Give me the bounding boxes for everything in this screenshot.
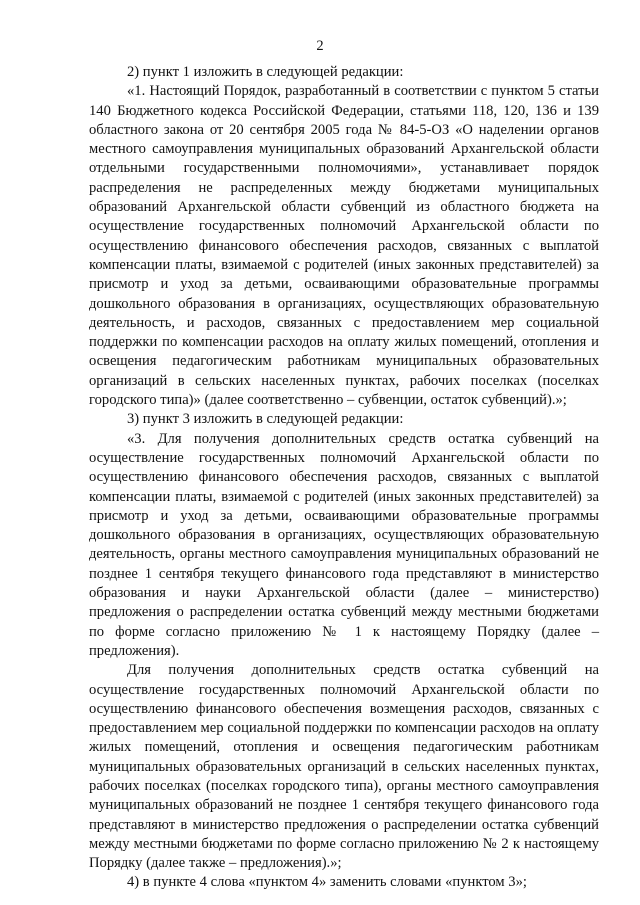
paragraph-clause-3-part-1: «3. Для получения дополнительных средств остатка субвенций на осуществление государственных полномочий Архангельской области по осуществлению финансового обеспечения расходов, связанных с выплатой компенсации платы, взимаемой с родителей (иных законных представителей) за присмотр и уход за детьми, осваивающими образовательные программы дошкольного образования в организациях, осуществляющих образовательную деятельность, органы местного самоуправления муниципальных образований не позднее 1 сентября текущего финансового года представляют в министерство образования и науки Архангельской области (далее – министерство) предложения о распределении остатка субвенций между местными бюджетами по форме согласно приложению № 1 к настоящему Порядку (далее – предложения). — [89, 430, 599, 659]
paragraph-item-4: 4) в пункте 4 слова «пунктом 4» заменить словами «пунктом 3»; — [127, 874, 527, 891]
paragraph-clause-3-part-2: Для получения дополнительных средств остатка субвенций на осуществление государственных полномочий Архангельской области по осуществлению финансового обеспечения возмещения расходов, связанных с предоставлением мер социальной поддержки по компенсации расходов на оплату жилых помещений, отопления и освещения педагогическим работникам муниципальных образовательных организаций в сельских населенных пунктах, рабочих поселках (поселках городского типа), органы местного самоуправления муниципальных образований не позднее 1 сентября текущего финансового года представляют в министерство предложения о распределении остатка субвенций между местными бюджетами по форме согласно приложению № 2 к настоящему Порядку (далее также – предложения).»; — [89, 662, 599, 872]
paragraph-clause-1-text: «1. Настоящий Порядок, разработанный в соответствии с пунктом 5 статьи 140 Бюджетного кодекса Российской Федерации, статьями 118, 120, 136 и 139 областного закона от 20 сентября 2005 года № 84-5-ОЗ «О наделении органов местного самоуправления муниципальных образований Архангельской области отдельными государственными полномочиями», устанавливает порядок распределения не распределенных между бюджетами муниципальных образований Архангельской области субвенций из областного бюджета на осуществление государственных полномочий Архангельской области по осуществлению финансового обеспечения расходов, связанных с выплатой компенсации платы, взимаемой с родителей (иных законных представителей) за присмотр и уход за детьми, осваивающими образовательные программы дошкольного образования в организациях, осуществляющих образовательную деятельность, и расходов, связанных с предоставлением мер социальной поддержки по компенсации расходов на оплату жилых помещений, отопления и освещения педагогическим работникам муниципальных образовательных организаций в сельских населенных пунктах, рабочих поселках (поселках городского типа)» (далее соответственно – субвенции, остаток субвенций).»; — [89, 83, 599, 409]
paragraph-item-3: 3) пункт 3 изложить в следующей редакции: — [127, 411, 404, 428]
page-number: 2 — [316, 38, 324, 54]
paragraph-item-2: 2) пункт 1 изложить в следующей редакции: — [127, 64, 404, 80]
document-body — [89, 63, 599, 893]
